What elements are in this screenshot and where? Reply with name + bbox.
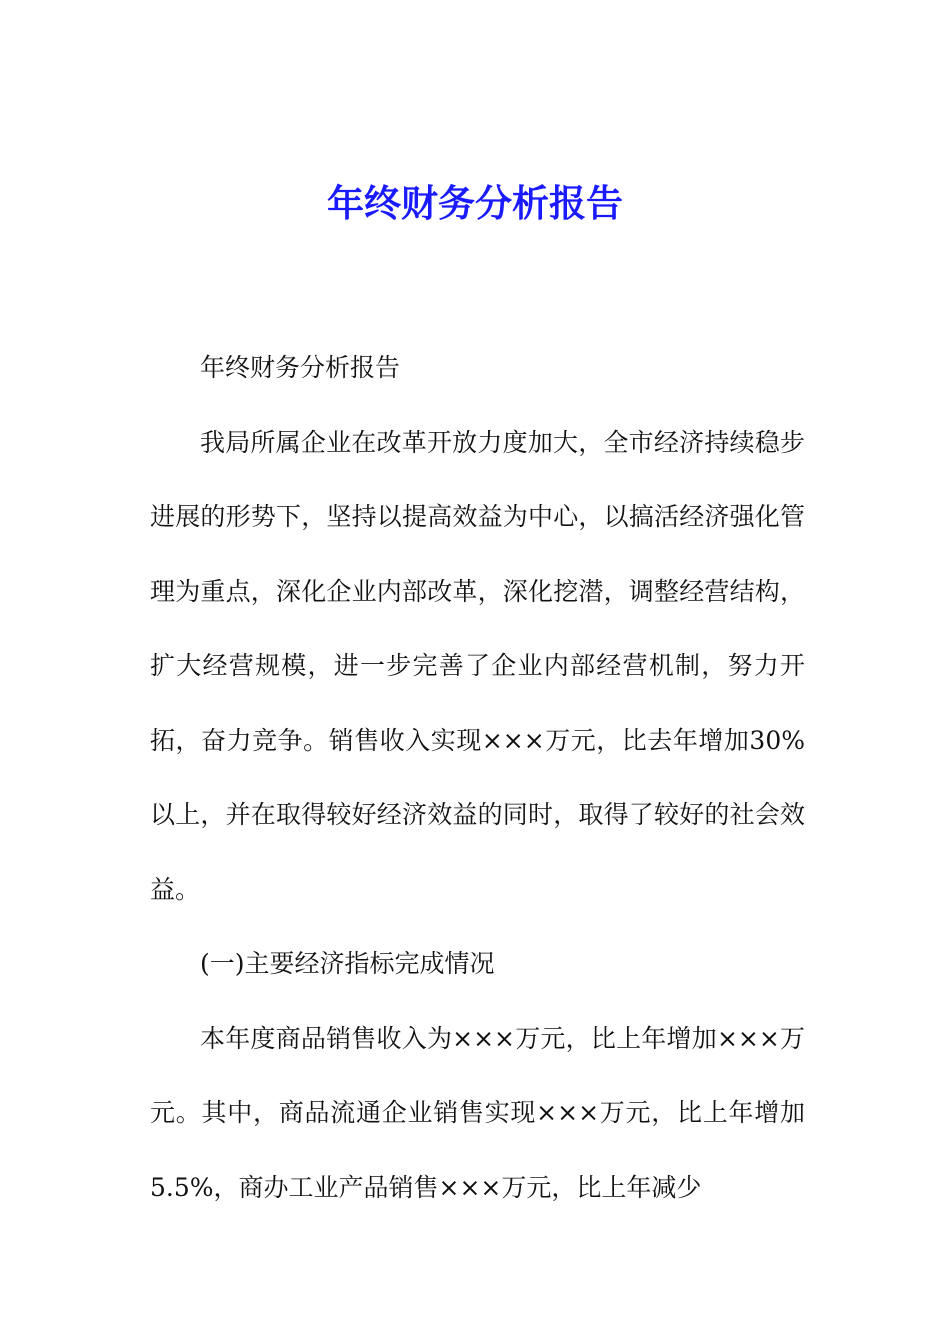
paragraph-sales-revenue: 本年度商品销售收入为×××万元，比上年增加×××万元。其中，商品流通企业销售实现×××万元，比上年增加5.5%，商办工业产品销售×××万元，比上年减少 (150, 1023, 805, 1202)
document-title: 年终财务分析报告 (327, 181, 623, 225)
section-heading-main-indicators: (一)主要经济指标完成情况 (200, 949, 495, 978)
paragraph-intro: 我局所属企业在改革开放力度加大，全市经济持续稳步进展的形势下，坚持以提高效益为中心，以搞活经济强化管理为重点，深化企业内部改革，深化挖潜，调整经营结构，扩大经营规模，进一步完善了企业内部经营机制，努力开拓，奋力竞争。销售收入实现×××万元，比去年增加30%以上，并在取得较好经济效益的同时，取得了较好的社会效益。 (150, 427, 805, 904)
paragraph-subtitle: 年终财务分析报告 (200, 353, 401, 382)
document-body (150, 331, 805, 1225)
